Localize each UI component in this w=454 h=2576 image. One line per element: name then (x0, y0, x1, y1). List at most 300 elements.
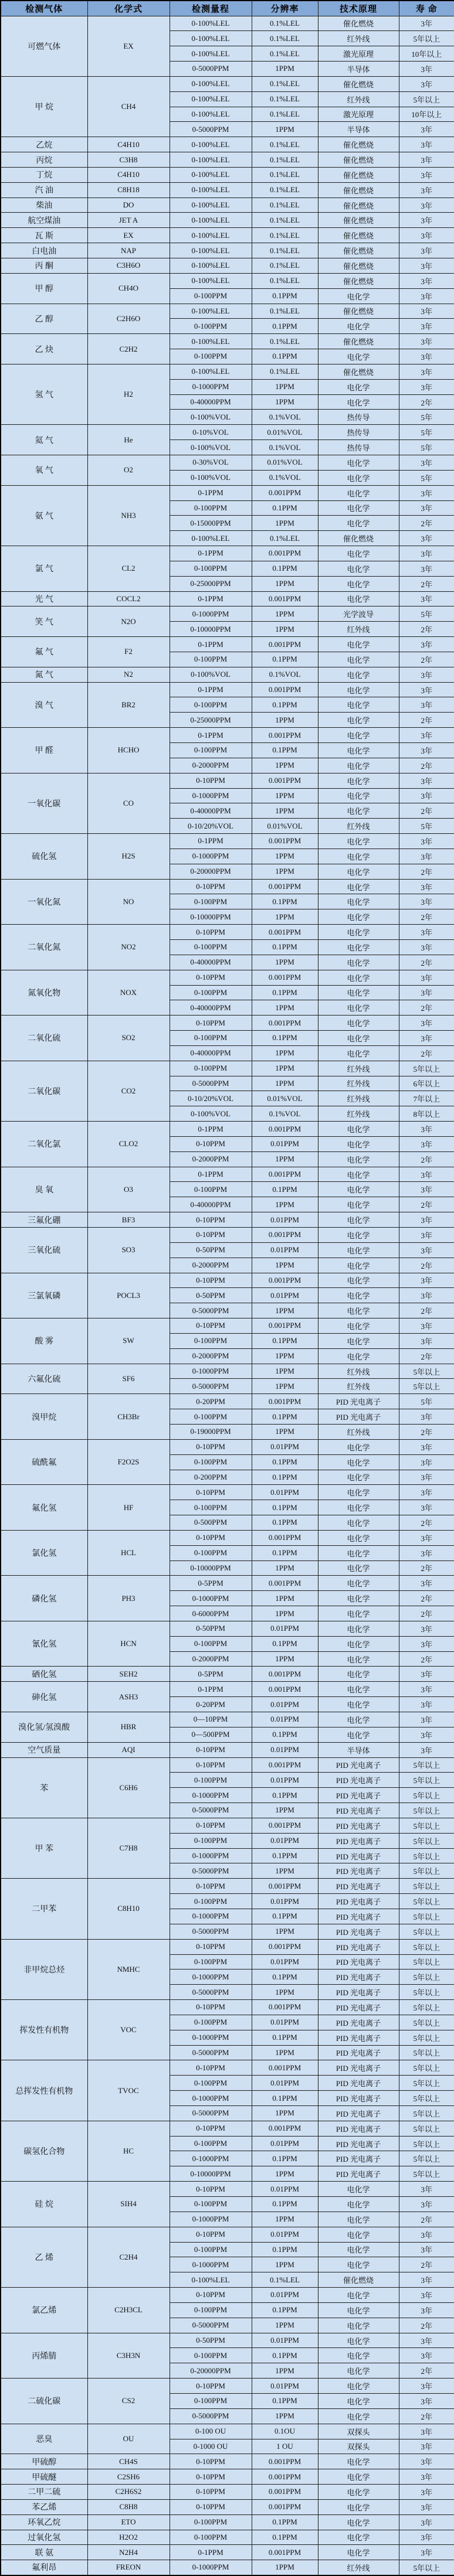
resolution-cell: 1PPM (252, 2560, 318, 2575)
lifespan-cell: 5年 (399, 819, 454, 834)
range-cell: 0-10000PPM (170, 622, 252, 637)
resolution-cell: 0.1%VOL (252, 1106, 318, 1122)
table-row (1, 182, 454, 197)
range-cell: 0-100PPM (170, 985, 252, 1000)
range-cell: 0-10PPM (170, 2121, 252, 2136)
range-cell: 0-100PPM (170, 1031, 252, 1046)
resolution-cell: 1PPM (252, 516, 318, 531)
range-cell: 0-20000PPM (170, 864, 252, 879)
range-cell: 0-100PPM (170, 2348, 252, 2363)
resolution-cell: 1PPM (252, 2045, 318, 2060)
gas-name-cell: 氮 气 (1, 667, 87, 682)
resolution-cell: 1PPM (252, 122, 318, 137)
principle-cell: 电化学 (318, 652, 399, 667)
resolution-cell: 1PPM (252, 2105, 318, 2121)
resolution-cell: 0.1PPM (252, 1500, 318, 1515)
range-cell: 0-10PPM (170, 1757, 252, 1773)
lifespan-cell: 5年 (399, 470, 454, 485)
principle-cell: 红外线 (318, 1091, 399, 1106)
principle-cell: PID 光电离子 (318, 2136, 399, 2151)
gas-name-cell: 乙 醇 (1, 304, 87, 334)
lifespan-cell: 3年 (399, 334, 454, 349)
formula-cell: C2H4 (87, 2227, 170, 2287)
resolution-cell: 1PPM (252, 803, 318, 819)
lifespan-cell: 3年 (399, 2242, 454, 2257)
gas-name-cell: 乙 炔 (1, 334, 87, 364)
resolution-cell: 1 OU (252, 2439, 318, 2454)
lifespan-cell: 3年 (399, 1288, 454, 1303)
resolution-cell: 0.1%LEL (252, 31, 318, 46)
column-header-gas: 检测气体 (1, 1, 87, 16)
gas-name-cell: 乙烷 (1, 137, 87, 152)
principle-cell: 催化燃烧 (318, 228, 399, 243)
lifespan-cell: 5年以上 (399, 1061, 454, 1076)
table-row (1, 243, 454, 258)
principle-cell: 红外线 (318, 31, 399, 46)
range-cell: 0-20000PPM (170, 2363, 252, 2379)
lifespan-cell: 5年以上 (399, 1909, 454, 1924)
lifespan-cell: 3年 (399, 2499, 454, 2514)
principle-cell: 电化学 (318, 2514, 399, 2530)
table-row (1, 2121, 454, 2136)
range-cell: 0-100%LEL (170, 91, 252, 107)
lifespan-cell: 5年以上 (399, 2136, 454, 2151)
resolution-cell: 0.1%LEL (252, 167, 318, 182)
range-cell: 0-5000PPM (170, 1985, 252, 2000)
lifespan-cell: 3年 (399, 697, 454, 713)
resolution-cell: 1PPM (252, 394, 318, 410)
range-cell: 0-100%LEL (170, 16, 252, 31)
principle-cell: 电化学 (318, 803, 399, 819)
range-cell: 0-6000PPM (170, 1606, 252, 1621)
lifespan-cell: 5年以上 (399, 1954, 454, 1970)
resolution-cell: 0.1PPM (252, 288, 318, 304)
gas-name-cell: 航空煤油 (1, 213, 87, 228)
range-cell: 0-100PPM (170, 2076, 252, 2091)
table-row (1, 1122, 454, 1137)
lifespan-cell: 5年 (399, 425, 454, 440)
resolution-cell: 0.001PPM (252, 1318, 318, 1334)
principle-cell: PID 光电离子 (318, 1848, 399, 1863)
resolution-cell: 0.01PPM (252, 2015, 318, 2030)
lifespan-cell: 3年 (399, 1439, 454, 1454)
principle-cell: 电化学 (318, 758, 399, 773)
table-row (1, 667, 454, 682)
resolution-cell: 0.1%LEL (252, 152, 318, 168)
principle-cell: 红外线 (318, 91, 399, 107)
formula-cell: H2 (87, 364, 170, 424)
resolution-cell: 1PPM (252, 1803, 318, 1818)
gas-name-cell: 氯乙烯 (1, 2288, 87, 2333)
table-row (1, 273, 454, 288)
range-cell: 0-10PPM (170, 1439, 252, 1454)
lifespan-cell: 3年 (399, 137, 454, 152)
range-cell: 0-100PPM (170, 2136, 252, 2151)
gas-name-cell: 二氧化硫 (1, 1016, 87, 1061)
range-cell: 0-10PPM (170, 2288, 252, 2303)
gas-name-cell: 氯 气 (1, 546, 87, 592)
resolution-cell: 0.1PPM (252, 1909, 318, 1924)
gas-name-cell: 砷化氢 (1, 1682, 87, 1712)
range-cell: 0-5000PPM (170, 2105, 252, 2121)
resolution-cell: 0.001PPM (252, 1879, 318, 1894)
lifespan-cell: 2年 (399, 576, 454, 591)
table-row (1, 2530, 454, 2545)
principle-cell: 电化学 (318, 516, 399, 531)
table-row (1, 304, 454, 319)
resolution-cell: 0.001PPM (252, 2121, 318, 2136)
lifespan-cell: 5年 (399, 1394, 454, 1409)
lifespan-cell: 3年 (399, 1273, 454, 1288)
lifespan-cell: 5年以上 (399, 1985, 454, 2000)
lifespan-cell: 3年 (399, 728, 454, 743)
resolution-cell: 0.01PPM (252, 1773, 318, 1788)
range-cell: 0-1000PPM (170, 1364, 252, 1379)
range-cell: 0-1000PPM (170, 849, 252, 864)
principle-cell: 双探头 (318, 2439, 399, 2454)
range-cell: 0-2000PPM (170, 758, 252, 773)
resolution-cell: 0.1%LEL (252, 107, 318, 122)
table-row (1, 2333, 454, 2348)
lifespan-cell: 2年 (399, 758, 454, 773)
formula-cell: C7H8 (87, 1818, 170, 1878)
table-row (1, 1439, 454, 1454)
resolution-cell: 1PPM (252, 1045, 318, 1061)
range-cell: 0-10PPM (170, 1318, 252, 1334)
formula-cell: JET A (87, 213, 170, 228)
lifespan-cell: 3年 (399, 849, 454, 864)
lifespan-cell: 2年 (399, 1348, 454, 1364)
lifespan-cell: 3年 (399, 182, 454, 197)
principle-cell: 电化学 (318, 1016, 399, 1031)
resolution-cell: 0.01PPM (252, 2288, 318, 2303)
lifespan-cell: 2年 (399, 1303, 454, 1318)
principle-cell: 催化燃烧 (318, 16, 399, 31)
range-cell: 0-50PPM (170, 1288, 252, 1303)
formula-cell: SF6 (87, 1364, 170, 1394)
table-row (1, 1712, 454, 1727)
lifespan-cell: 3年 (399, 1530, 454, 1545)
principle-cell: 电化学 (318, 2302, 399, 2318)
gas-name-cell: 氢 气 (1, 364, 87, 424)
principle-cell: 电化学 (318, 697, 399, 713)
resolution-cell: 0.1%LEL (252, 137, 318, 152)
range-cell: 0—500PPM (170, 1727, 252, 1742)
table-row (1, 1364, 454, 1379)
range-cell: 0-5000PPM (170, 1863, 252, 1879)
range-cell: 0-10PPM (170, 1530, 252, 1545)
resolution-cell: 0.001PPM (252, 970, 318, 985)
lifespan-cell: 2年 (399, 803, 454, 819)
table-row (1, 682, 454, 697)
formula-cell: C4H10 (87, 137, 170, 152)
lifespan-cell: 2年 (399, 1197, 454, 1212)
principle-cell: 电化学 (318, 970, 399, 985)
lifespan-cell: 3年 (399, 1470, 454, 1485)
lifespan-cell: 3年 (399, 1031, 454, 1046)
table-row (1, 167, 454, 182)
lifespan-cell: 3年 (399, 167, 454, 182)
principle-cell: 电化学 (318, 1667, 399, 1682)
table-row (1, 728, 454, 743)
lifespan-cell: 3年 (399, 2197, 454, 2212)
principle-cell: 电化学 (318, 576, 399, 591)
resolution-cell: 0.001PPM (252, 2545, 318, 2560)
principle-cell: 催化燃烧 (318, 197, 399, 213)
lifespan-cell: 5年以上 (399, 1879, 454, 1894)
range-cell: 0-10/20%VOL (170, 1091, 252, 1106)
resolution-cell: 0.1PPM (252, 1788, 318, 1803)
range-cell: 0-100%VOL (170, 410, 252, 425)
formula-cell: HCN (87, 1621, 170, 1667)
lifespan-cell: 3年 (399, 2514, 454, 2530)
table-row (1, 425, 454, 440)
gas-name-cell: 氯化氢 (1, 1530, 87, 1576)
principle-cell: 催化燃烧 (318, 167, 399, 182)
resolution-cell: 0.01PPM (252, 1742, 318, 1757)
range-cell: 0-100%LEL (170, 167, 252, 182)
gas-name-cell: 一氧化碳 (1, 773, 87, 833)
principle-cell: 催化燃烧 (318, 152, 399, 168)
range-cell: 0-100PPM (170, 2393, 252, 2408)
principle-cell: PID 光电离子 (318, 2060, 399, 2076)
principle-cell: 催化燃烧 (318, 213, 399, 228)
principle-cell: 电化学 (318, 1727, 399, 1742)
gas-name-cell: 甲硫醚 (1, 2469, 87, 2485)
formula-cell: C3H3N (87, 2333, 170, 2379)
principle-cell: 电化学 (318, 1697, 399, 1712)
lifespan-cell: 3年 (399, 637, 454, 652)
formula-cell: H2S (87, 834, 170, 880)
formula-cell: C3H6O (87, 258, 170, 274)
lifespan-cell: 3年 (399, 925, 454, 940)
gas-name-cell: 碳氢化合物 (1, 2121, 87, 2181)
principle-cell: 电化学 (318, 1045, 399, 1061)
table-row (1, 2288, 454, 2303)
principle-cell: 电化学 (318, 1636, 399, 1651)
resolution-cell: 0.001PPM (252, 1016, 318, 1031)
principle-cell: 电化学 (318, 1273, 399, 1288)
lifespan-cell: 3年 (399, 364, 454, 379)
range-cell: 0-5000PPM (170, 1379, 252, 1394)
resolution-cell: 0.1OU (252, 2424, 318, 2439)
gas-name-cell: 氦 气 (1, 425, 87, 455)
resolution-cell: 0.1%LEL (252, 197, 318, 213)
lifespan-cell: 5年以上 (399, 1788, 454, 1803)
principle-cell: 电化学 (318, 1576, 399, 1591)
resolution-cell: 0.001PPM (252, 2499, 318, 2514)
lifespan-cell: 5年以上 (399, 1863, 454, 1879)
range-cell: 0-50PPM (170, 2333, 252, 2348)
lifespan-cell: 3年 (399, 2227, 454, 2242)
range-cell: 0-100PPM (170, 1545, 252, 1560)
lifespan-cell: 3年 (399, 682, 454, 697)
table-row (1, 2560, 454, 2575)
gas-name-cell: 六氟化硫 (1, 1364, 87, 1394)
lifespan-cell: 3年 (399, 1621, 454, 1636)
principle-cell: 电化学 (318, 879, 399, 894)
principle-cell: PID 光电离子 (318, 2151, 399, 2166)
gas-name-cell: 汽 油 (1, 182, 87, 197)
lifespan-cell: 3年 (399, 319, 454, 334)
resolution-cell: 0.01PPM (252, 1439, 318, 1454)
lifespan-cell: 2年 (399, 622, 454, 637)
lifespan-cell: 3年 (399, 1182, 454, 1197)
resolution-cell: 0.001PPM (252, 2485, 318, 2500)
lifespan-cell: 3年 (399, 1500, 454, 1515)
resolution-cell: 0.1%LEL (252, 76, 318, 91)
formula-cell: SW (87, 1318, 170, 1364)
resolution-cell: 0.1PPM (252, 1409, 318, 1425)
resolution-cell: 0.01PPM (252, 1697, 318, 1712)
resolution-cell: 1PPM (252, 713, 318, 728)
range-cell: 0-100PPM (170, 1773, 252, 1788)
resolution-cell: 0.1PPM (252, 349, 318, 364)
formula-cell: CLO2 (87, 1122, 170, 1167)
resolution-cell: 1PPM (252, 606, 318, 622)
range-cell: 0-40000PPM (170, 394, 252, 410)
gas-name-cell: 酸 雾 (1, 1318, 87, 1364)
resolution-cell: 1PPM (252, 1348, 318, 1364)
table-row (1, 152, 454, 168)
formula-cell: C4H10 (87, 167, 170, 182)
resolution-cell: 0.001PPM (252, 879, 318, 894)
lifespan-cell: 5年以上 (399, 2166, 454, 2182)
range-cell: 0-100%VOL (170, 1106, 252, 1122)
gas-name-cell: 丙 酮 (1, 258, 87, 274)
principle-cell: 电化学 (318, 1182, 399, 1197)
resolution-cell: 1PPM (252, 1364, 318, 1379)
principle-cell: 热传导 (318, 425, 399, 440)
lifespan-cell: 3年 (399, 62, 454, 77)
formula-cell: TVOC (87, 2060, 170, 2121)
formula-cell: DO (87, 197, 170, 213)
lifespan-cell: 5年以上 (399, 1939, 454, 1954)
range-cell: 0-100PPM (170, 697, 252, 713)
lifespan-cell: 3年 (399, 1136, 454, 1151)
gas-name-cell: 氨 气 (1, 485, 87, 546)
lifespan-cell: 3年 (399, 152, 454, 168)
range-cell: 0-10PPM (170, 879, 252, 894)
resolution-cell: 0.1%LEL (252, 258, 318, 274)
range-cell: 0-50PPM (170, 1621, 252, 1636)
resolution-cell: 0.1%VOL (252, 440, 318, 455)
formula-cell: AQI (87, 1742, 170, 1757)
resolution-cell: 0.01PPM (252, 1621, 318, 1636)
gas-name-cell: 甲 苯 (1, 1818, 87, 1878)
range-cell: 0-5000PPM (170, 1303, 252, 1318)
range-cell: 0-100PPM (170, 2514, 252, 2530)
resolution-cell: 0.001PPM (252, 1667, 318, 1682)
range-cell: 0-100PPM (170, 1833, 252, 1848)
resolution-cell: 0.001PPM (252, 2454, 318, 2469)
resolution-cell: 0.01PPM (252, 2227, 318, 2242)
principle-cell: 电化学 (318, 834, 399, 849)
lifespan-cell: 5年以上 (399, 1364, 454, 1379)
resolution-cell: 0.1PPM (252, 1470, 318, 1485)
principle-cell: 热传导 (318, 410, 399, 425)
lifespan-cell: 5年以上 (399, 2076, 454, 2091)
range-cell: 0-100%LEL (170, 364, 252, 379)
range-cell: 0-1000PPM (170, 1970, 252, 1985)
table-row (1, 1212, 454, 1228)
resolution-cell: 0.1%LEL (252, 91, 318, 107)
lifespan-cell: 3年 (399, 1228, 454, 1243)
resolution-cell: 1PPM (252, 2166, 318, 2182)
range-cell: 0-1000PPM (170, 1788, 252, 1803)
lifespan-cell: 3年 (399, 667, 454, 682)
formula-cell: N2H4 (87, 2545, 170, 2560)
resolution-cell: 0.1%VOL (252, 410, 318, 425)
column-header-principle: 技术原理 (318, 1, 399, 16)
formula-cell: He (87, 425, 170, 455)
table-row (1, 773, 454, 788)
principle-cell: 电化学 (318, 1348, 399, 1364)
resolution-cell: 0.1PPM (252, 985, 318, 1000)
formula-cell: C2H6S2 (87, 2485, 170, 2500)
gas-name-cell: 丙烯腈 (1, 2333, 87, 2379)
range-cell: 0-40000PPM (170, 803, 252, 819)
lifespan-cell: 5年以上 (399, 1757, 454, 1773)
range-cell: 0-1000PPM (170, 1591, 252, 1606)
principle-cell: 电化学 (318, 1242, 399, 1258)
range-cell: 0-100%LEL (170, 182, 252, 197)
range-cell: 0-100PPM (170, 319, 252, 334)
range-cell: 0-100PPM (170, 939, 252, 955)
lifespan-cell: 5年以上 (399, 1379, 454, 1394)
range-cell: 0-10PPM (170, 2499, 252, 2514)
resolution-cell: 0.1PPM (252, 697, 318, 713)
resolution-cell: 0.01%VOL (252, 425, 318, 440)
principle-cell: PID 光电离子 (318, 1757, 399, 1773)
table-row (1, 1667, 454, 1682)
principle-cell: 半导体 (318, 1742, 399, 1757)
gas-name-cell: 环氧乙烷 (1, 2514, 87, 2530)
principle-cell: 电化学 (318, 1288, 399, 1303)
lifespan-cell: 5年以上 (399, 1894, 454, 1909)
range-cell: 0-2000PPM (170, 1651, 252, 1667)
range-cell: 0-1PPM (170, 1682, 252, 1697)
principle-cell: 电化学 (318, 1303, 399, 1318)
lifespan-cell: 3年 (399, 243, 454, 258)
table-row (1, 485, 454, 500)
gas-name-cell: 硒化氢 (1, 1667, 87, 1682)
table-row (1, 1530, 454, 1545)
range-cell: 0-10%VOL (170, 425, 252, 440)
range-cell: 0-10PPM (170, 1212, 252, 1228)
principle-cell: 催化燃烧 (318, 364, 399, 379)
resolution-cell: 0.01PPM (252, 1242, 318, 1258)
range-cell: 0-1000PPM (170, 1909, 252, 1924)
lifespan-cell: 3年 (399, 1727, 454, 1742)
lifespan-cell: 2年 (399, 909, 454, 925)
table-row (1, 1394, 454, 1409)
lifespan-cell: 3年 (399, 2530, 454, 2545)
resolution-cell: 0.01%VOL (252, 455, 318, 470)
range-cell: 0-100%LEL (170, 258, 252, 274)
range-cell: 0-1000PPM (170, 788, 252, 803)
table-row (1, 258, 454, 274)
resolution-cell: 0.01%VOL (252, 1091, 318, 1106)
resolution-cell: 0.001PPM (252, 591, 318, 606)
principle-cell: 电化学 (318, 1500, 399, 1515)
lifespan-cell: 3年 (399, 16, 454, 31)
resolution-cell: 0.001PPM (252, 1394, 318, 1409)
principle-cell: 半导体 (318, 62, 399, 77)
gas-name-cell: 二氧化氯 (1, 1122, 87, 1167)
range-cell: 0-100PPM (170, 1454, 252, 1470)
gas-name-cell: 硅 烷 (1, 2182, 87, 2227)
